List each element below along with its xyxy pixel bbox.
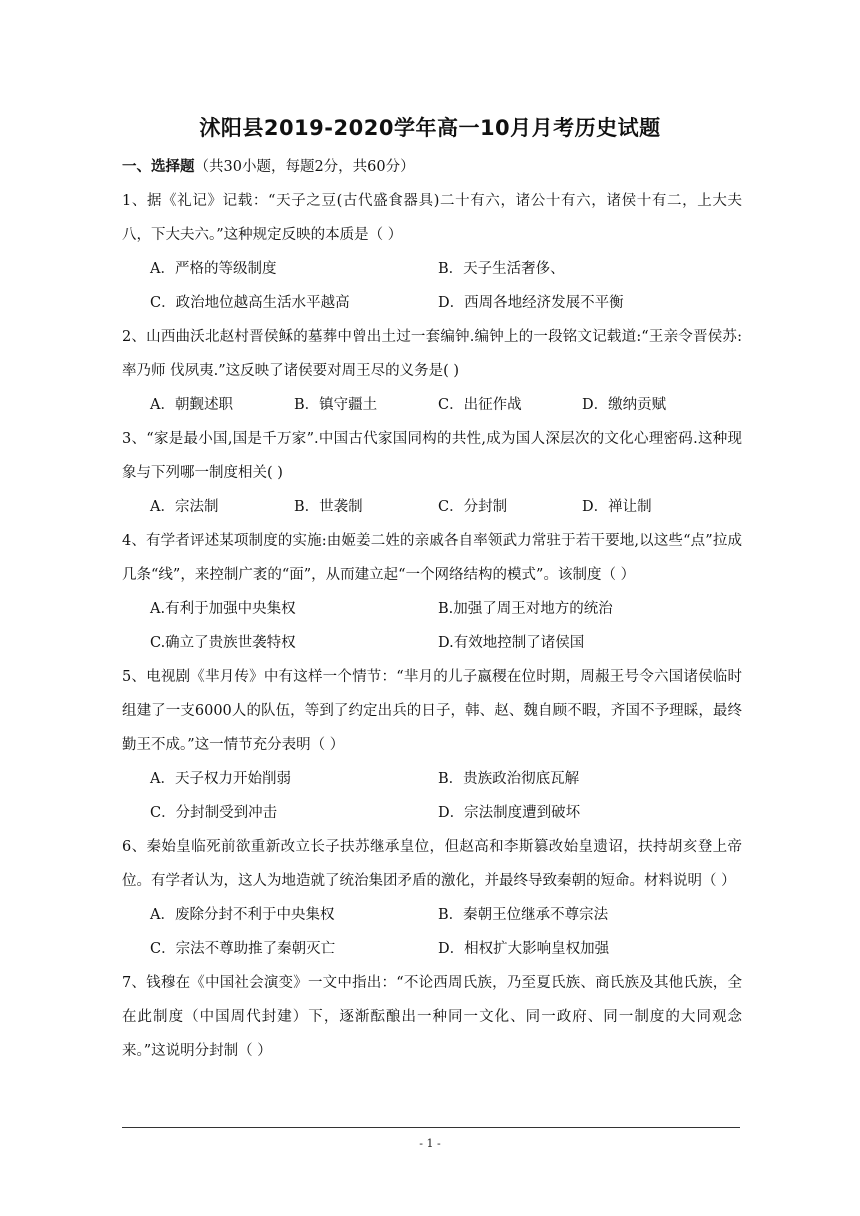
exam-content [122,150,742,1068]
option-b: B.加强了周王对地方的统治 [438,601,613,617]
question-stem: 4、有学者评述某项制度的实施:由姬姜二姓的亲戚各自率领武力常驻于若干要地,以这些“点”拉成几条“线”，来控制广袤的“面”，从而建立起“一个网络结构的模式”。该制度（ ） [122,533,742,583]
section-heading [122,150,742,184]
option-c: C.确立了贵族世袭特权 [150,635,296,651]
page-title: 沭阳县2019-2020学年高一10月月考历史试题 [199,116,661,140]
option-c: C．分封制 [438,499,508,515]
question-stem: 3、“家是最小国,国是千万家”.中国古代家国同构的共性,成为国人深层次的文化心理密码.这种现象与下列哪一制度相关( ) [122,431,742,481]
question-stem: 6、秦始皇临死前欲重新改立长子扶苏继承皇位，但赵高和李斯篡改始皇遗诏，扶持胡亥登上帝位。有学者认为，这人为地造就了统治集团矛盾的激化，并最终导致秦朝的短命。材料说明（ ） [122,839,742,889]
option-b: B．天子生活奢侈、 [438,261,565,277]
option-a: A．严格的等级制度 [150,261,277,277]
option-d: D．西周各地经济发展不平衡 [438,295,624,311]
option-d: D.有效地控制了诸侯国 [438,635,585,651]
option-c: C．分封制受到冲击 [150,805,278,821]
question-1 [122,184,742,320]
question-options [122,592,742,626]
option-a: A．天子权力开始削弱 [150,771,291,787]
question-options [122,796,742,830]
option-d: D．宗法制度遭到破坏 [438,805,581,821]
question-options [122,898,742,932]
question-stem: 5、电视剧《芈月传》中有这样一个情节：“芈月的儿子嬴稷在位时期，周赧王号令六国诸侯临时组建了一支6000人的队伍，等到了约定出兵的日子，韩、赵、魏自顾不暇，齐国不予理睬，最终勤王不成。”这一情节充分表明（ ） [122,669,742,753]
section-heading-label: 一、选择题 [122,159,195,175]
option-b: B．贵族政治彻底瓦解 [438,771,580,787]
option-c: C．政治地位越高生活水平越高 [150,295,350,311]
option-a: A．朝觐述职 [150,397,233,413]
question-2 [122,320,742,422]
question-stem: 1、据《礼记》记载：“天子之豆(古代盛食器具)二十有六，诸公十有六，诸侯十有二，上大夫八，下大夫六。”这种规定反映的本质是（ ） [122,193,742,243]
option-b: B．世袭制 [294,499,363,515]
option-a: A.有利于加强中央集权 [150,601,296,617]
page-number: - 1 - [419,1137,441,1150]
question-options [122,286,742,320]
section-heading-note: （共30小题，每题2分，共60分） [194,159,415,175]
question-7 [122,966,742,1068]
option-d: D．缴纳贡赋 [582,397,667,413]
question-options [122,626,742,660]
question-options [122,932,742,966]
question-3 [122,422,742,524]
option-d: D．禅让制 [582,499,652,515]
option-b: B．镇守疆土 [294,397,378,413]
footer-divider [122,1127,740,1128]
option-c: C．宗法不尊助推了秦朝灭亡 [150,941,336,957]
option-c: C．出征作战 [438,397,522,413]
option-d: D．相权扩大影响皇权加强 [438,941,610,957]
question-options [122,762,742,796]
question-stem: 2、山西曲沃北赵村晋侯稣的墓葬中曾出土过一套编钟.编钟上的一段铭文记载道:“王亲令晋侯苏:率乃师 伐夙夷.”这反映了诸侯要对周王尽的义务是( ) [122,329,742,379]
question-5 [122,660,742,830]
option-b: B．秦朝王位继承不尊宗法 [438,907,609,923]
question-stem: 7、钱穆在《中国社会演变》一文中指出：“不论西周氏族，乃至夏氏族、商氏族及其他氏族，全在此制度（中国周代封建）下，逐渐酝酿出一种同一文化、同一政府、同一制度的大同观念来。”这说明分封制（ ） [122,975,742,1059]
question-options [122,490,742,524]
question-options [122,388,742,422]
option-a: A．宗法制 [150,499,219,515]
question-options [122,252,742,286]
question-6 [122,830,742,966]
option-a: A．废除分封不利于中央集权 [150,907,335,923]
question-4 [122,524,742,660]
